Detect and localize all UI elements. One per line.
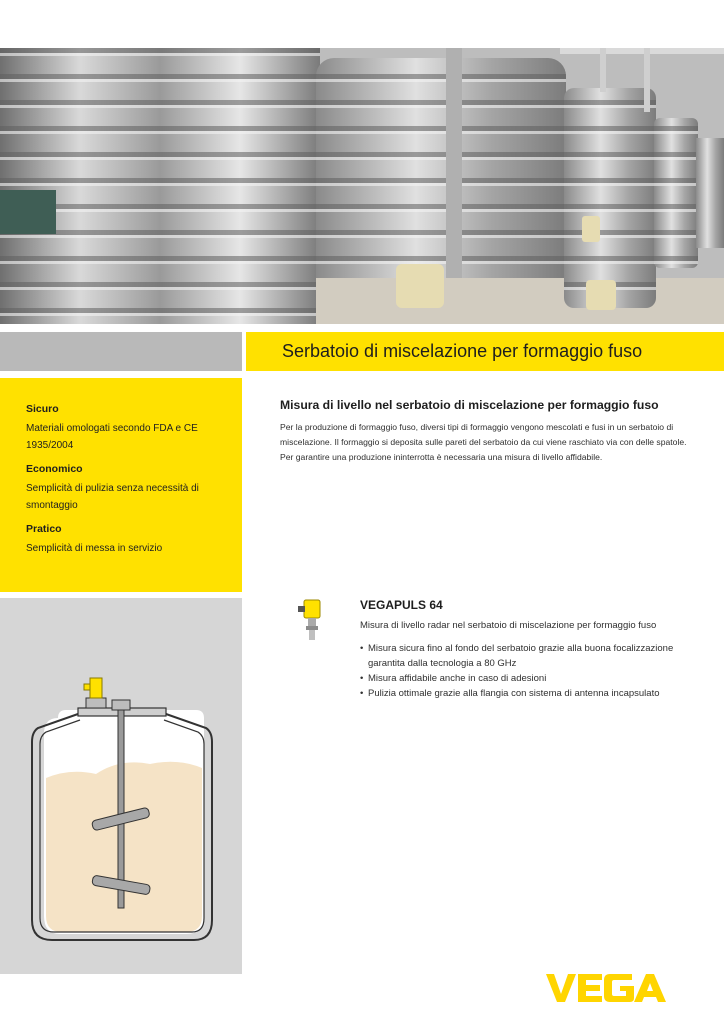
benefits-panel <box>0 378 242 592</box>
section-heading: Misura di livello nel serbatoio di miscelazione per formaggio fuso <box>280 398 659 412</box>
main-content <box>280 398 700 465</box>
feature-item: • Pulizia ottimale grazie alla flangia con sistema di antenna incapsulato <box>360 686 710 701</box>
mixing-tank-diagram <box>0 598 242 974</box>
hero-photo <box>0 48 724 324</box>
benefit-text-sicuro: Materiali omologati secondo FDA e CE 1935/2004 <box>26 423 198 451</box>
benefit-text-economico: Semplicità di pulizia senza necessità di smontaggio <box>26 483 199 511</box>
radar-sensor-icon <box>296 598 326 642</box>
benefit-heading-pratico: Pratico <box>26 523 62 535</box>
feature-list <box>360 641 710 701</box>
tank-diagram-panel <box>0 598 242 974</box>
product-section <box>360 598 710 701</box>
page-title: Serbatoio di miscelazione per formaggio fuso <box>282 341 643 361</box>
feature-item: • Misura affidabile anche in caso di adesioni <box>360 671 710 686</box>
product-name: VEGAPULS 64 <box>360 598 443 612</box>
title-band-gray <box>0 332 242 371</box>
product-description: Misura di livello radar nel serbatoio di miscelazione per formaggio fuso <box>360 620 657 631</box>
benefit-text-pratico: Semplicità di messa in servizio <box>26 543 163 554</box>
benefit-heading-economico: Economico <box>26 463 83 475</box>
feature-item: • Misura sicura fino al fondo del serbatoio grazie alla buona focalizzazione garantita dalla tecnologia a 80 GHz <box>360 641 710 671</box>
benefit-heading-sicuro: Sicuro <box>26 403 59 415</box>
vega-logo <box>546 972 666 1004</box>
section-body: Per la produzione di formaggio fuso, diversi tipi di formaggio vengono mescolati e fusi in un serbatoio di miscelazione. Il formaggio si deposita sulle pareti del serbatoio da cui viene raschiato via con delle spatole. Per garantire una produzione ininterrotta è necessaria una misura di livello affidabile. <box>280 422 687 462</box>
title-band <box>246 332 724 371</box>
